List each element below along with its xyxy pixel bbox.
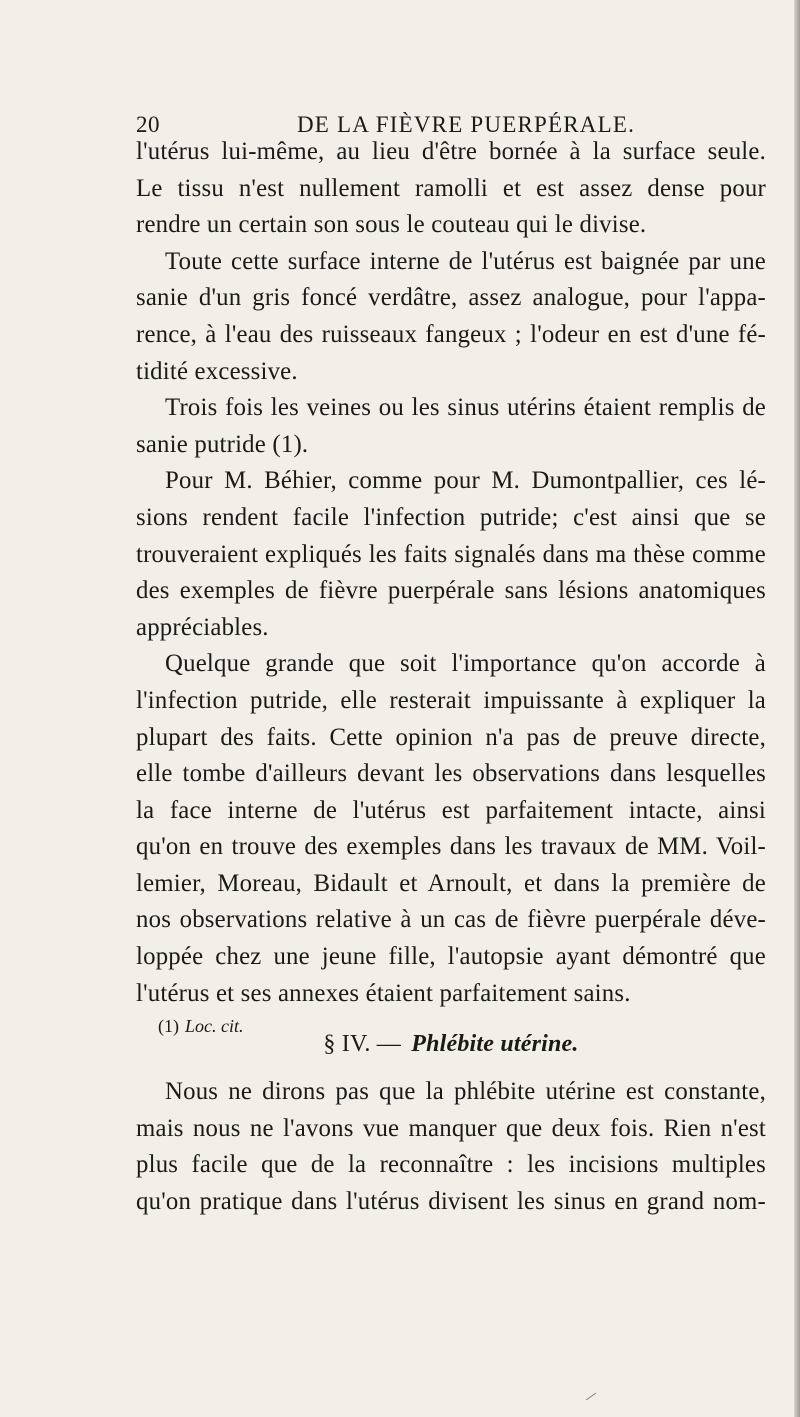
text-line: mais nous ne l'avons vue manquer que deux fois. Rien n'est <box>136 1114 766 1142</box>
text-line: tidité excessive. <box>136 357 298 385</box>
text-line: l'utérus lui-même, au lieu d'être bornée à la surface seule. <box>136 138 766 165</box>
text-line: Trois fois les veines ou les sinus utérins étaient remplis de <box>165 394 766 422</box>
section-title: Phlébite utérine. <box>411 1031 579 1058</box>
text-line: la face interne de l'utérus est parfaitement intacte, ainsi <box>136 796 766 824</box>
text-line: loppée chez une jeune fille, l'autopsie ayant démontré que <box>136 943 766 971</box>
text-line: sions rendent facile l'infection putride; c'est ainsi que se <box>136 503 766 531</box>
text-line: sanie putride (1). <box>136 430 309 458</box>
text-line: nos observations relative à un cas de fièvre puerpérale déve- <box>136 906 766 934</box>
body-text <box>136 134 766 1221</box>
footnote-text: Loc. cit. <box>185 1016 244 1036</box>
text-line: plupart des faits. Cette opinion n'a pas de preuve directe, <box>136 723 766 751</box>
text-line: l'utérus et ses annexes étaient parfaitement sains. <box>136 979 631 1007</box>
text-line: sanie d'un gris foncé verdâtre, assez analogue, pour l'appa- <box>136 284 766 312</box>
text-line: Pour M. Béhier, comme pour M. Dumontpallier, ces lé- <box>165 467 766 495</box>
text-line: qu'on en trouve des exemples dans les travaux de MM. Voil- <box>136 833 766 861</box>
page-edge-shadow <box>794 0 800 1417</box>
footnote <box>158 1016 244 1037</box>
running-head: DE LA FIÈVRE PUERPÉRALE. <box>297 112 636 137</box>
text-line: qu'on pratique dans l'utérus divisent les sinus en grand nom- <box>136 1188 766 1216</box>
page-number: 20 <box>136 112 160 137</box>
pencil-mark <box>586 1393 596 1401</box>
section-mark: § IV. — <box>323 1031 402 1058</box>
text-line: lemier, Moreau, Bidault et Arnoult, et dans la première de <box>136 869 766 897</box>
footnote-marker: (1) <box>158 1016 179 1036</box>
text-line: Nous ne dirons pas que la phlébite utérine est constante, <box>165 1078 766 1106</box>
text-line: l'infection putride, elle resterait impuissante à expliquer la <box>136 686 766 714</box>
text-line: Toute cette surface interne de l'utérus est baignée par une <box>165 247 766 275</box>
text-line: trouveraient expliqués les faits signalés dans ma thèse comme <box>136 540 766 568</box>
text-line: rence, à l'eau des ruisseaux fangeux ; l'odeur en est d'une fé- <box>136 320 766 348</box>
text-line: des exemples de fièvre puerpérale sans lésions anatomiques <box>136 577 766 605</box>
text-line: Le tissu n'est nullement ramolli et est assez dense pour <box>136 174 766 202</box>
text-line: Quelque grande que soit l'importance qu'on accorde à <box>165 650 766 678</box>
text-line: elle tombe d'ailleurs devant les observations dans lesquelles <box>136 760 766 788</box>
text-line: appréciables. <box>136 613 269 641</box>
text-line: rendre un certain son sous le couteau qui le divise. <box>136 211 647 239</box>
text-line: plus facile que de la reconnaître : les incisions multiples <box>136 1151 766 1179</box>
